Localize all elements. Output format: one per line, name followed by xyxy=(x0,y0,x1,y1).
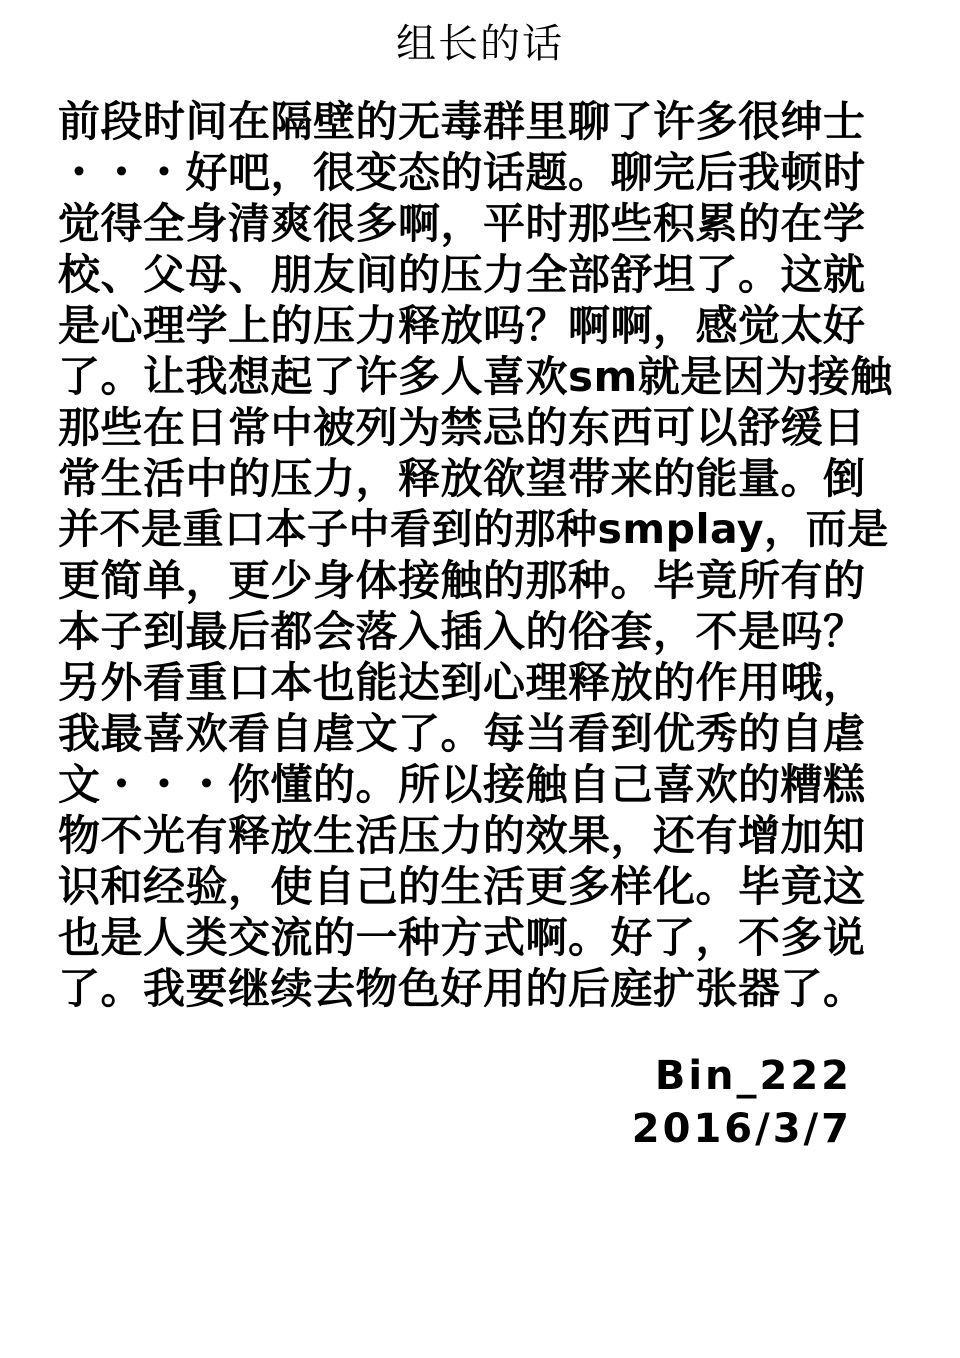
text-line: 是心理学上的压力释放吗？啊啊，感觉太好 xyxy=(58,301,866,350)
body-text xyxy=(58,96,908,1014)
text-line: 那些在日常中被列为禁忌的东西可以舒缓日 xyxy=(58,403,866,452)
text-line: 前段时间在隔壁的无毒群里聊了许多很绅士 xyxy=(58,97,866,146)
signature-date: 2016/3/7 xyxy=(631,1106,852,1152)
text-line: 了。我要继续去物色好用的后庭扩张器了。 xyxy=(58,964,866,1013)
text-line: 我最喜欢看自虐文了。每当看到优秀的自虐 xyxy=(58,709,866,758)
text-line: 常生活中的压力，释放欲望带来的能量。倒 xyxy=(58,454,866,503)
text-line: 更简单，更少身体接触的那种。毕竟所有的 xyxy=(58,556,866,605)
text-line: 另外看重口本也能达到心理释放的作用哦， xyxy=(58,658,866,707)
signature-name: Bin_222 xyxy=(654,1053,852,1099)
page-title: 组长的话 xyxy=(396,21,564,67)
text-line: 校、父母、朋友间的压力全部舒坦了。这就 xyxy=(58,250,866,299)
text-line: 物不光有释放生活压力的效果，还有增加知 xyxy=(58,811,866,860)
text-line: 觉得全身清爽很多啊，平时那些积累的在学 xyxy=(58,199,866,248)
text-line: 文・・・你懂的。所以接触自己喜欢的糟糕 xyxy=(58,760,866,809)
text-line: 并不是重口本子中看到的那种smplay，而是 xyxy=(58,505,889,553)
text-line: 识和经验，使自己的生活更多样化。毕竟这 xyxy=(58,862,866,911)
text-line: 本子到最后都会落入插入的俗套，不是吗？ xyxy=(58,607,866,656)
text-line: ・・・好吧，很变态的话题。聊完后我顿时 xyxy=(58,148,866,197)
text-line: 也是人类交流的一种方式啊。好了，不多说 xyxy=(58,913,866,962)
text-line: 了。让我想起了许多人喜欢sm就是因为接触 xyxy=(58,352,893,401)
